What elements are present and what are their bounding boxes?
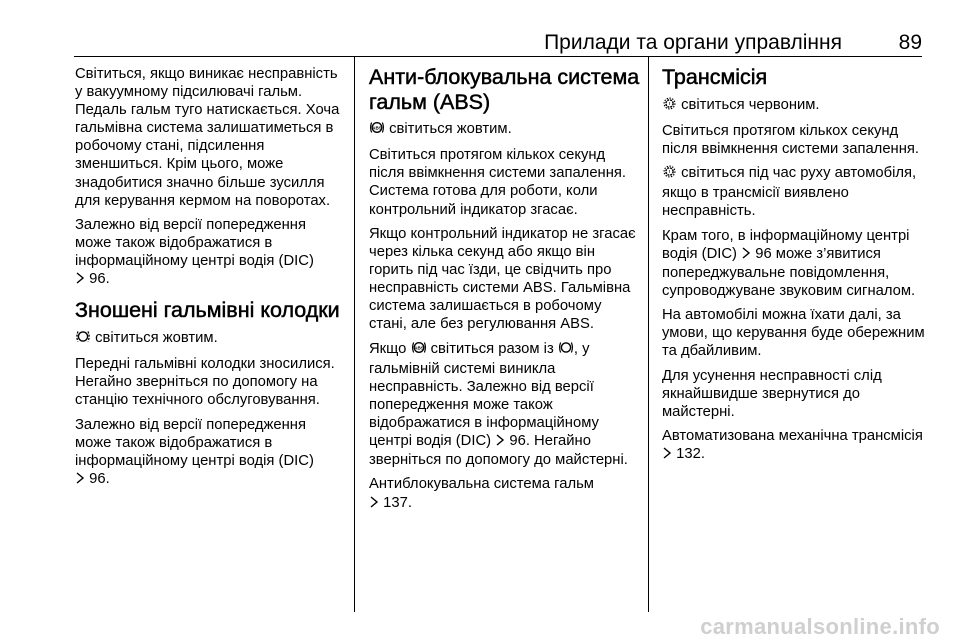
page-reference-arrow-icon: [369, 495, 379, 513]
paragraph-text: Автоматизована механічна трансмісія: [662, 428, 923, 445]
brake-pad-icon: [75, 329, 91, 349]
paragraph: [369, 340, 641, 470]
brake-warning-icon: [558, 340, 574, 360]
paragraph: Світиться протягом кількох секунд після ввімкнення системи запалення. Система готова для роботи, коли контрольний індикатор згасає.: [369, 147, 627, 218]
column-left: [75, 65, 345, 495]
paragraph: Передні гальмівні колодки зносилися. Негайно зверніться по допомогу на станцію технічного обслуговування.: [75, 356, 335, 409]
abs-icon: [411, 340, 427, 360]
page-reference[interactable]: 137.: [383, 494, 412, 511]
paragraph: [369, 475, 641, 512]
paragraph: Якщо контрольний індикатор не згасає через кілька секунд або якщо він горить під час їзди, це свідчить про несправність системи ABS. Гальмівна система залишається в робочому стані, але без регулювання ABS.: [369, 225, 636, 333]
svg-text:ABS: ABS: [413, 344, 424, 350]
page-reference-arrow-icon: [75, 271, 85, 289]
paragraph-text: Антиблокувальна система гальм: [369, 476, 594, 493]
svg-text:!: !: [668, 100, 671, 106]
paragraph-text: Залежно від версії попередження може також відображатися в інформаційному центрі водія (DIC): [75, 216, 314, 270]
paragraph: [75, 329, 345, 349]
column-divider: [648, 56, 649, 612]
paragraph: [662, 427, 927, 464]
header-rule: [74, 56, 922, 57]
page-number: 89: [898, 31, 922, 54]
page-reference-arrow-icon: [75, 471, 85, 489]
paragraph: [369, 120, 641, 140]
page-reference[interactable]: 96 може з’явитися попереджувальне повідомлення, супроводжуване звуковим сигналом.: [662, 245, 916, 299]
column-middle: [369, 65, 641, 519]
paragraph-text: світиться жовтим.: [389, 121, 512, 137]
paragraph: [662, 96, 927, 116]
watermark: carmanualsonline.info: [700, 614, 940, 639]
page-reference[interactable]: 96.: [89, 271, 110, 288]
section-heading: Трансмісія: [662, 65, 768, 89]
paragraph-text: світиться під час руху автомобіля, якщо в трансмісії виявлено несправність.: [662, 165, 917, 220]
paragraph-text: Якщо: [369, 340, 407, 357]
page-reference-arrow-icon: [741, 246, 751, 264]
page-reference[interactable]: 96.: [89, 470, 110, 487]
paragraph-text: , у гальмівній системі виникла несправність. Залежно від версії попередження може також відображатися в інформаційному центрі водія (DIC): [369, 340, 599, 450]
paragraph-text: Залежно від версії попередження може також відображатися в інформаційному центрі водія (DIC): [75, 416, 314, 469]
page-reference-arrow-icon: [662, 446, 672, 464]
paragraph: [662, 227, 927, 300]
page-reference-arrow-icon: [495, 433, 505, 451]
paragraph-text: світиться разом із: [430, 340, 554, 357]
paragraph: [75, 216, 345, 289]
paragraph: Світиться протягом кількох секунд після ввімкнення системи запалення.: [662, 122, 920, 157]
paragraph: [75, 416, 345, 489]
column-right: [662, 65, 927, 471]
paragraph: На автомобілі можна їхати далі, за умови, що керування буде обережним та дбайливим.: [662, 307, 925, 360]
paragraph: Світиться, якщо виникає несправність у вакуумному підсилювачі гальм. Педаль гальм туго натискається. Хоча гальмівна система залишатиметься в робочому стані, підсилення зменшиться. Крім цього, може знадобитися значно більше зусилля для керування кермом на поворотах.: [75, 66, 340, 209]
paragraph-text: світиться червоним.: [681, 96, 820, 113]
page-reference[interactable]: 96. Негайно зверніться по допомогу до майстерні.: [369, 433, 628, 469]
paragraph: Для усунення несправності слід якнайшвидше звернутися до майстерні.: [662, 367, 882, 420]
svg-text:!: !: [668, 169, 671, 175]
column-divider: [354, 56, 355, 612]
gear-warning-icon: [662, 96, 677, 116]
page-title: Прилади та органи управління: [544, 31, 842, 54]
abs-icon: [369, 120, 385, 140]
page-reference[interactable]: 132.: [676, 446, 705, 463]
paragraph-text: світиться жовтим.: [95, 329, 218, 346]
gear-warning-icon: [662, 164, 677, 184]
section-heading: Зношені гальмівні колодки: [75, 298, 340, 323]
paragraph-text: Крам того, в інформаційному центрі водія (DIC): [662, 227, 910, 262]
paragraph: [662, 164, 927, 220]
page-header: [0, 0, 960, 56]
svg-text:ABS: ABS: [372, 125, 382, 131]
section-heading: Анти-блокувальна система гальм (ABS): [369, 65, 640, 114]
